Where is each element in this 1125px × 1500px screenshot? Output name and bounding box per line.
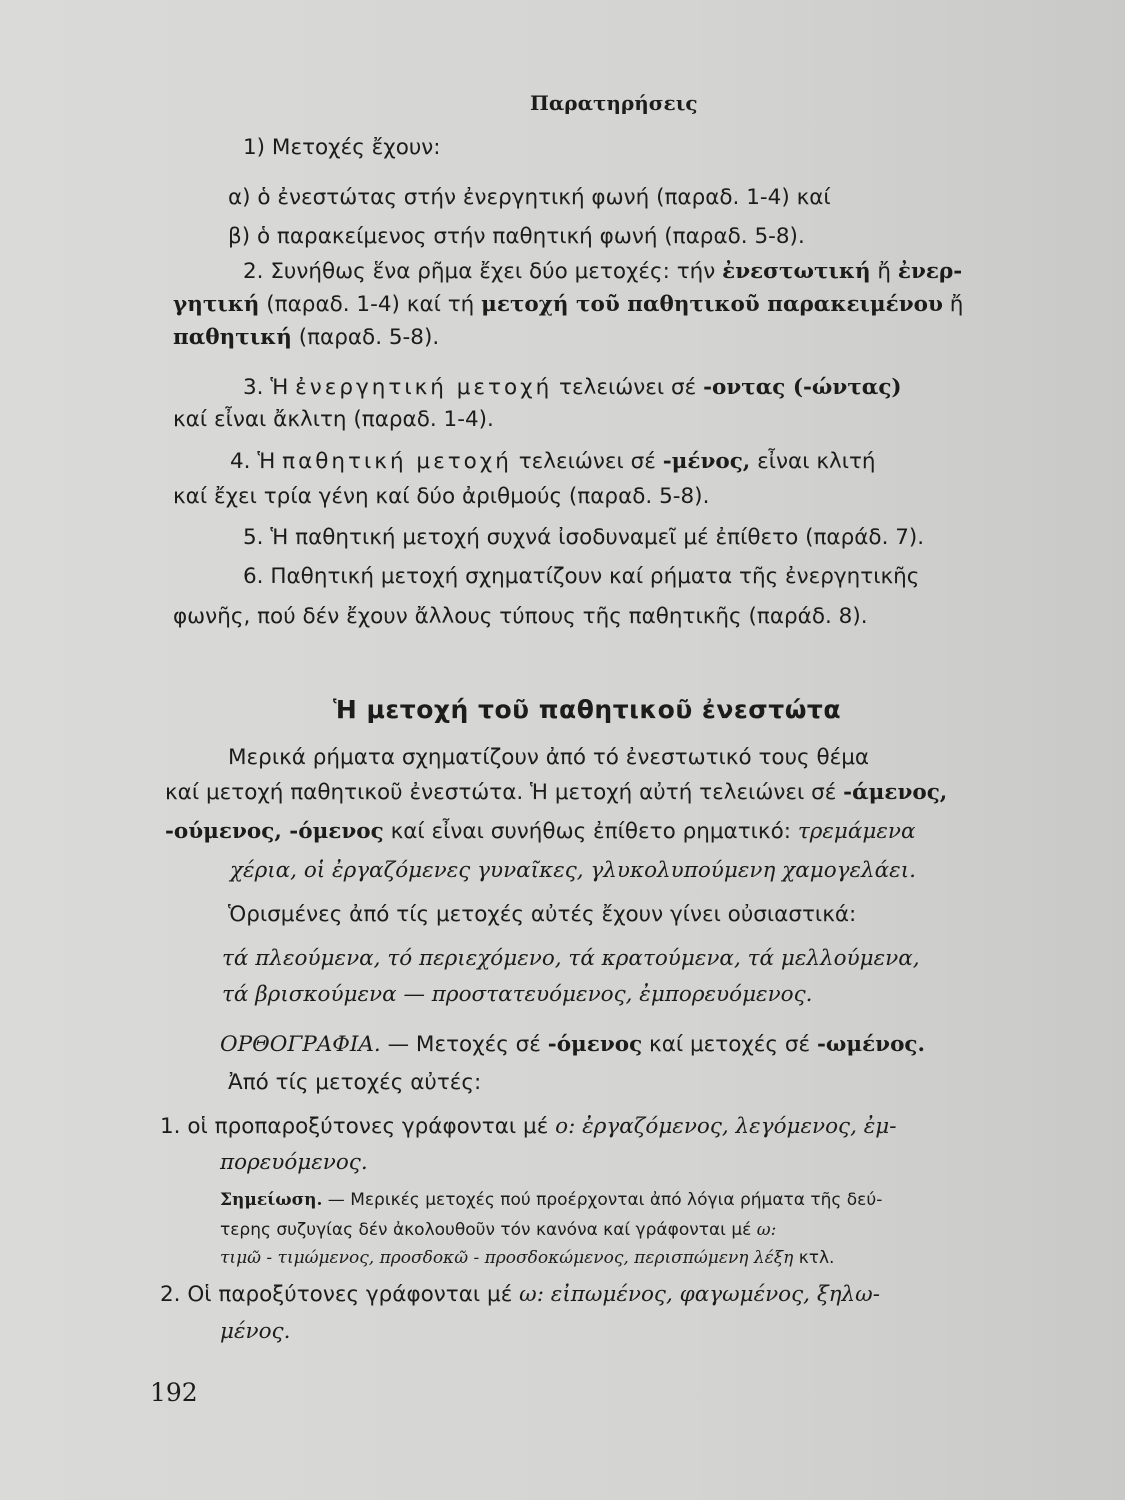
section-p1-line-1: Μερικά ρήματα σχηματίζουν ἀπό τό ἐνεστωτικό τους θέμα [228, 745, 870, 770]
section-p2-line-2: τά πλεούμενα, τό περιεχόμενο, τά κρατούμενα, τά μελλούμενα, [222, 946, 920, 971]
note-4-line-2: καί ἔχει τρία γένη καί δύο ἀριθμούς (παραδ. 5-8). [173, 484, 710, 509]
note-4-line-1: 4. Ἡ παθητική μετοχή τελειώνει σέ -μένος, εἶναι κλιτή [230, 449, 876, 474]
section-p1-line-2: καί μετοχή παθητικοῦ ἐνεστώτα. Ἡ μετοχή αὐτή τελειώνει σέ -άμενος, [165, 780, 948, 805]
ortho-rule-2-line-2: μένος. [220, 1319, 291, 1344]
note-6-line-1: 6. Παθητική μετοχή σχηματίζουν καί ρήματα τῆς ἐνεργητικῆς [243, 564, 920, 589]
ortho-rule-2-line-1: 2. Οἱ παροξύτονες γράφονται μέ ω: εἰπωμένος, φαγωμένος, ξηλω- [160, 1282, 880, 1307]
note-2-line-3: παθητική (παραδ. 5-8). [173, 325, 440, 350]
remark-line-1: Σημείωση. — Μερικές μετοχές πού προέρχονται ἀπό λόγια ρήματα τῆς δεύ- [220, 1190, 883, 1210]
note-3-line-1: 3. Ἡ ἐνεργητική μετοχή τελειώνει σέ -οντας (-ώντας) [243, 375, 902, 400]
ortho-line-2: Ἀπό τίς μετοχές αὐτές: [228, 1070, 482, 1095]
note-2-line-2: γητική (παραδ. 1-4) καί τή μετοχή τοῦ παθητικοῦ παρακειμένου ἤ [173, 292, 964, 317]
section-p2-line-1: Ὁρισμένες ἀπό τίς μετοχές αὐτές ἔχουν γίνει οὐσιαστικά: [228, 902, 857, 927]
note-5: 5. Ἡ παθητική μετοχή συχνά ἰσοδυναμεῖ μέ ἐπίθετο (παράδ. 7). [243, 525, 925, 550]
note-1b: β) ὁ παρακείμενος στήν παθητική φωνή (παραδ. 5-8). [228, 224, 805, 249]
note-3-line-2: καί εἶναι ἄκλιτη (παραδ. 1-4). [173, 407, 494, 432]
notes-heading: Παρατηρήσεις [530, 91, 698, 115]
remark-line-2: τερης συζυγίας δέν ἀκολουθοῦν τόν κανόνα καί γράφονται μέ ω: [220, 1220, 777, 1240]
note-1a: α) ὁ ἐνεστώτας στήν ἐνεργητική φωνή (παραδ. 1-4) καί [228, 185, 831, 210]
section-title: Ἡ μετοχή τοῦ παθητικοῦ ἐνεστώτα [333, 695, 842, 724]
section-p2-line-3: τά βρισκούμενα — προστατευόμενος, ἐμπορευόμενος. [222, 982, 813, 1007]
ortho-line-1: ΟΡΘΟΓΡΑΦΙΑ. — Μετοχές σέ -όμενος καί μετοχές σέ -ωμένος. [220, 1032, 925, 1057]
note-1: 1) Μετοχές ἔχουν: [243, 135, 441, 160]
section-p1-line-3: -ούμενος, -όμενος καί εἶναι συνήθως ἐπίθετο ρηματικό: τρεμάμενα [165, 819, 916, 844]
note-6-line-2: φωνῆς, πού δέν ἔχουν ἄλλους τύπους τῆς παθητικῆς (παράδ. 8). [173, 604, 868, 629]
page-number: 192 [150, 1378, 198, 1407]
ortho-rule-1-line-1: 1. οἱ προπαροξύτονες γράφονται μέ ο: ἐργαζόμενος, λεγόμενος, ἐμ- [160, 1114, 897, 1139]
note-2-line-1: 2. Συνήθως ἕνα ρῆμα ἔχει δύο μετοχές: τήν ἐνεστωτική ἤ ἐνερ- [243, 259, 963, 284]
ortho-rule-1-line-2: πορευόμενος. [220, 1150, 368, 1175]
section-p1-line-4: χέρια, οἱ ἐργαζόμενες γυναῖκες, γλυκολυπούμενη χαμογελάει. [230, 858, 916, 883]
remark-line-3: τιμῶ - τιμώμενος, προσδοκῶ - προσδοκώμενος, περισπώμενη λέξη κτλ. [220, 1248, 835, 1268]
